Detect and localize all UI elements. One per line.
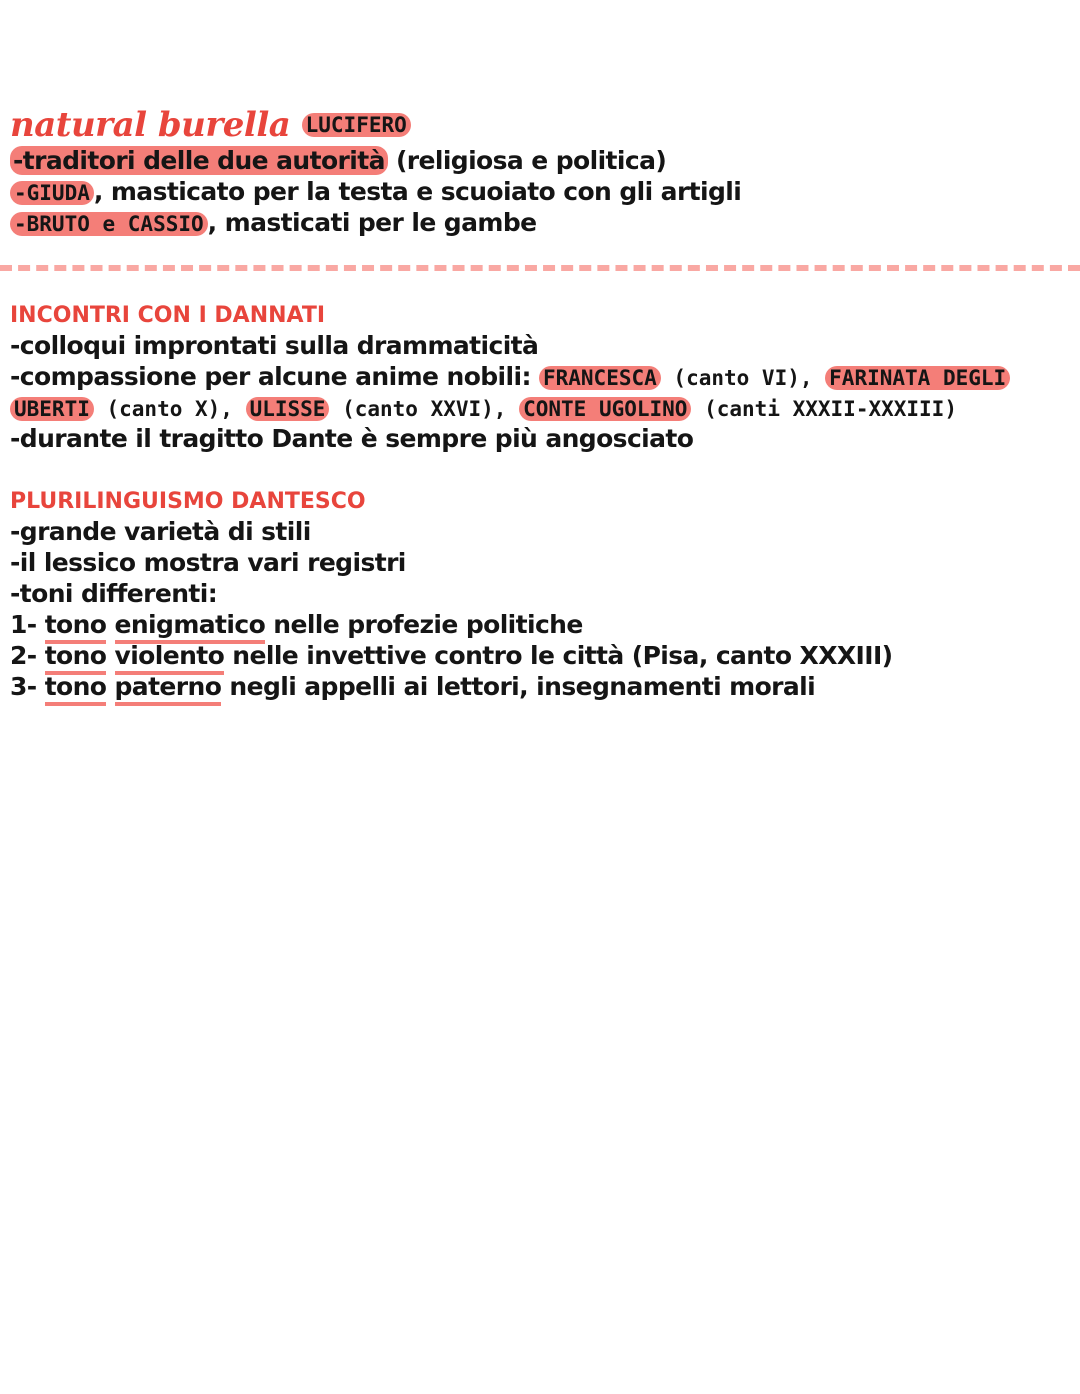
item-number: 3- [10,672,45,701]
text: (canto XXVI), [329,397,520,421]
title-text: natural burella [10,105,291,145]
text: (religiosa e politica) [387,146,667,175]
highlight: FARINATA DEGLI [825,366,1010,390]
space [106,641,114,670]
text: (canti XXXII-XXXIII) [691,397,957,421]
list-item [10,609,583,640]
section3-line: -grande varietà di stili [10,517,311,546]
section-heading: INCONTRI CON I DANNATI [10,303,326,328]
item-number: 2- [10,641,45,670]
underlined-word: enigmatico [115,610,266,644]
list-item [10,640,893,671]
list-item [10,671,815,702]
space [106,672,114,701]
highlight: ULISSE [246,397,330,421]
highlight: FRANCESCA [539,366,661,390]
underlined-word: paterno [115,672,222,706]
highlight: -BRUTO e CASSIO [10,212,208,236]
underlined-word: tono [45,641,107,675]
text: (canto X), [93,397,246,421]
text: nelle profezie politiche [265,610,583,639]
section3-line: -toni differenti: [10,579,218,608]
section-title [10,104,411,146]
section2-line [10,361,1010,394]
dashed-divider [0,265,1080,271]
text: , masticati per le gambe [207,208,537,237]
highlight: UBERTI [10,397,94,421]
title-tag: LUCIFERO [302,113,411,137]
text: -compassione per alcune anime nobili: [10,362,539,391]
highlight: CONTE UGOLINO [519,397,691,421]
text: , masticato per la testa e scuoiato con gli artigli [93,177,742,206]
section-heading: PLURILINGUISMO DANTESCO [10,489,366,514]
highlight: -GIUDA [10,181,94,205]
underlined-word: tono [45,610,107,644]
underlined-word: tono [45,672,107,706]
text: nelle invettive contro le città (Pisa, canto XXXIII) [224,641,893,670]
text: negli appelli ai lettori, insegnamenti morali [221,672,816,701]
section1-line [10,145,666,176]
section3-line: -il lessico mostra vari registri [10,548,406,577]
section2-line: -colloqui improntati sulla drammaticità [10,331,539,360]
text: (canto VI), [660,366,826,390]
section1-line [10,176,741,209]
underlined-word: violento [115,641,225,675]
space [106,610,114,639]
item-number: 1- [10,610,45,639]
section1-line [10,207,536,240]
section2-line: -durante il tragitto Dante è sempre più angosciato [10,424,694,453]
section2-line [10,392,957,425]
highlight: -traditori delle due autorità [10,146,388,175]
